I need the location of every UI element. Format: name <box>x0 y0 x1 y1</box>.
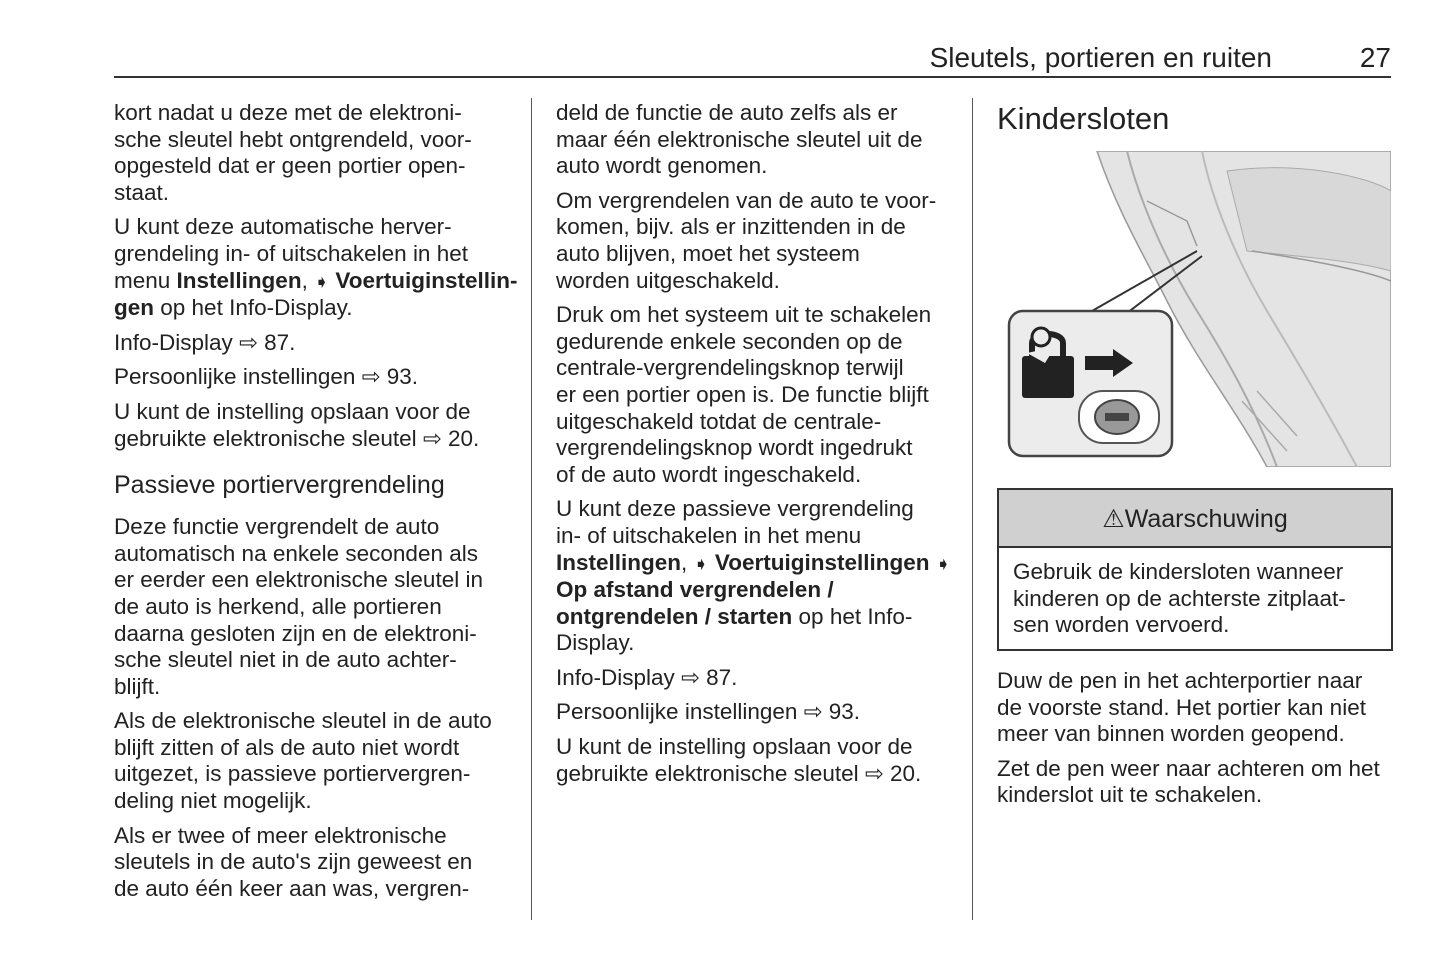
menu-term: Instellingen <box>556 549 682 575</box>
child-lock-illustration <box>997 151 1391 467</box>
menu-term: gen <box>114 295 155 321</box>
section-title: Kindersloten <box>997 101 1170 136</box>
paragraph: U kunt de instelling opslaan voor de gebruikte elektronische sleutel ⇨ 20. <box>114 398 480 451</box>
paragraph: Deze functie vergrendelt de auto automatisch na enkele seconden als er eerder een elektronische sleutel in de auto is herkend, alle portieren daarna gesloten zijn en de elektroni- sche sleutel niet in de auto achter- blijft. <box>114 514 483 699</box>
menu-arrow-icon: ➧ <box>693 553 709 574</box>
column-divider <box>972 98 973 920</box>
warning-box <box>997 488 1393 651</box>
paragraph: U kunt deze passieve vergrendeling in- of uitschakelen in het menu Instellingen, ➧ Voertuiginstellingen ➧ Op afstand vergrendelen / ontgrendelen / starten op het Info- Display. <box>556 496 951 656</box>
paragraph: Om vergrendelen van de auto te voor- komen, bijv. als er inzittenden in de auto blijven, moet het systeem worden uitgeschakeld. <box>556 187 937 293</box>
paragraph: deld de functie de auto zelfs als er maar één elektronische sleutel uit de auto wordt genomen. <box>556 100 923 179</box>
paragraph: Als de elektronische sleutel in de auto blijft zitten of als de auto niet wordt uitgezet, is passieve portiervergren- deling niet mogelijk. <box>114 708 492 814</box>
paragraph: kort nadat u deze met de elektroni- sche sleutel hebt ontgrendeld, voor- opgesteld dat er geen portier open- staat. <box>114 100 472 205</box>
paragraph: Als er twee of meer elektronische sleutels in de auto's zijn geweest en de auto één keer aan was, vergren- <box>114 822 473 901</box>
chapter-title: Sleutels, portieren en ruiten <box>929 42 1272 73</box>
menu-term: Instellingen <box>176 267 302 293</box>
paragraph: Druk om het systeem uit te schakelen gedurende enkele seconden op de centrale-vergrendelingsknop terwijl er een portier open is. De functie blijft uitgeschakeld totdat de centrale- vergrendelingsknop wordt ingedrukt of de auto wordt ingeschakeld. <box>556 302 932 487</box>
page-header <box>114 40 1391 78</box>
subheading: Passieve portiervergrendeling <box>114 471 445 500</box>
column-2 <box>556 100 956 795</box>
door-illustration-icon <box>997 151 1391 467</box>
warning-text: Gebruik de kindersloten wanneer kinderen op de achterste zitplaat- sen worden vervoerd. <box>1013 559 1346 638</box>
cross-reference: Persoonlijke instellingen ⇨ 93. <box>114 364 419 390</box>
column-divider <box>531 98 532 920</box>
menu-term: Op afstand vergrendelen / <box>556 577 834 603</box>
menu-arrow-icon: ➧ <box>314 271 330 292</box>
menu-term: ontgrendelen / starten <box>556 603 793 629</box>
cross-reference: Info-Display ⇨ 87. <box>114 329 296 355</box>
warning-title: ⚠Waarschuwing <box>999 490 1391 548</box>
column-1 <box>114 100 516 910</box>
paragraph: Duw de pen in het achterportier naar de voorste stand. Het portier kan niet meer van binnen worden geopend. <box>997 668 1366 747</box>
menu-arrow-icon: ➧ <box>935 553 951 574</box>
page-number: 27 <box>1359 42 1391 73</box>
cross-reference: Info-Display ⇨ 87. <box>556 664 738 690</box>
paragraph: Zet de pen weer naar achteren om het kinderslot uit te schakelen. <box>997 755 1380 808</box>
menu-term: Voertuiginstellingen <box>708 549 936 575</box>
menu-term: Voertuiginstellin- <box>329 267 518 293</box>
cross-reference: Persoonlijke instellingen ⇨ 93. <box>556 699 861 725</box>
column-3-body <box>997 668 1393 817</box>
paragraph: U kunt deze automatische herver- grendeling in- of uitschakelen in het menu Instellingen, ➧ Voertuiginstellin- gen op het Info-Display. <box>114 214 518 321</box>
paragraph: U kunt de instelling opslaan voor de gebruikte elektronische sleutel ⇨ 20. <box>556 734 922 786</box>
